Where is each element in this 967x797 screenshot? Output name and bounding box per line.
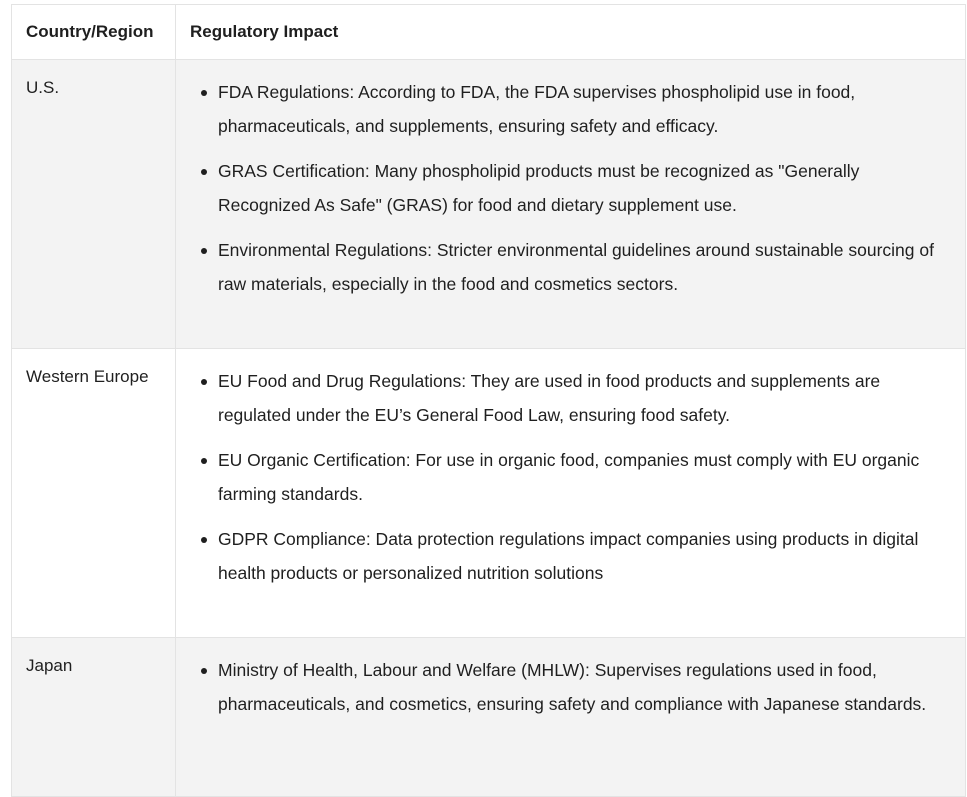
list-item: EU Food and Drug Regulations: They are used in food products and supplements are regulated under the EU’s General Food Law, ensuring food safety.	[218, 364, 951, 432]
region-cell: Western Europe	[12, 349, 176, 638]
list-item: Environmental Regulations: Stricter environmental guidelines around sustainable sourcing of raw materials, especially in the food and cosmetics sectors.	[218, 233, 951, 301]
impact-cell	[176, 638, 966, 797]
impact-list	[190, 653, 951, 721]
list-item: GDPR Compliance: Data protection regulations impact companies using products in digital health products or personalized nutrition solutions	[218, 522, 951, 590]
impact-list	[190, 364, 951, 590]
impact-cell	[176, 60, 966, 349]
impact-list	[190, 75, 951, 301]
header-regulatory-impact: Regulatory Impact	[176, 5, 966, 60]
region-cell: Japan	[12, 638, 176, 797]
list-item: EU Organic Certification: For use in organic food, companies must comply with EU organic farming standards.	[218, 443, 951, 511]
table-row	[12, 349, 966, 638]
impact-cell	[176, 349, 966, 638]
regulatory-table-container	[11, 4, 965, 797]
header-country-region: Country/Region	[12, 5, 176, 60]
list-item: GRAS Certification: Many phospholipid products must be recognized as "Generally Recognized As Safe" (GRAS) for food and dietary supplement use.	[218, 154, 951, 222]
regulatory-impact-table	[11, 4, 966, 797]
list-item: FDA Regulations: According to FDA, the FDA supervises phospholipid use in food, pharmaceuticals, and supplements, ensuring safety and efficacy.	[218, 75, 951, 143]
region-cell: U.S.	[12, 60, 176, 349]
table-row	[12, 638, 966, 797]
table-header-row	[12, 5, 966, 60]
table-row	[12, 60, 966, 349]
list-item: Ministry of Health, Labour and Welfare (MHLW): Supervises regulations used in food, pharmaceuticals, and cosmetics, ensuring safety and compliance with Japanese standards.	[218, 653, 951, 721]
